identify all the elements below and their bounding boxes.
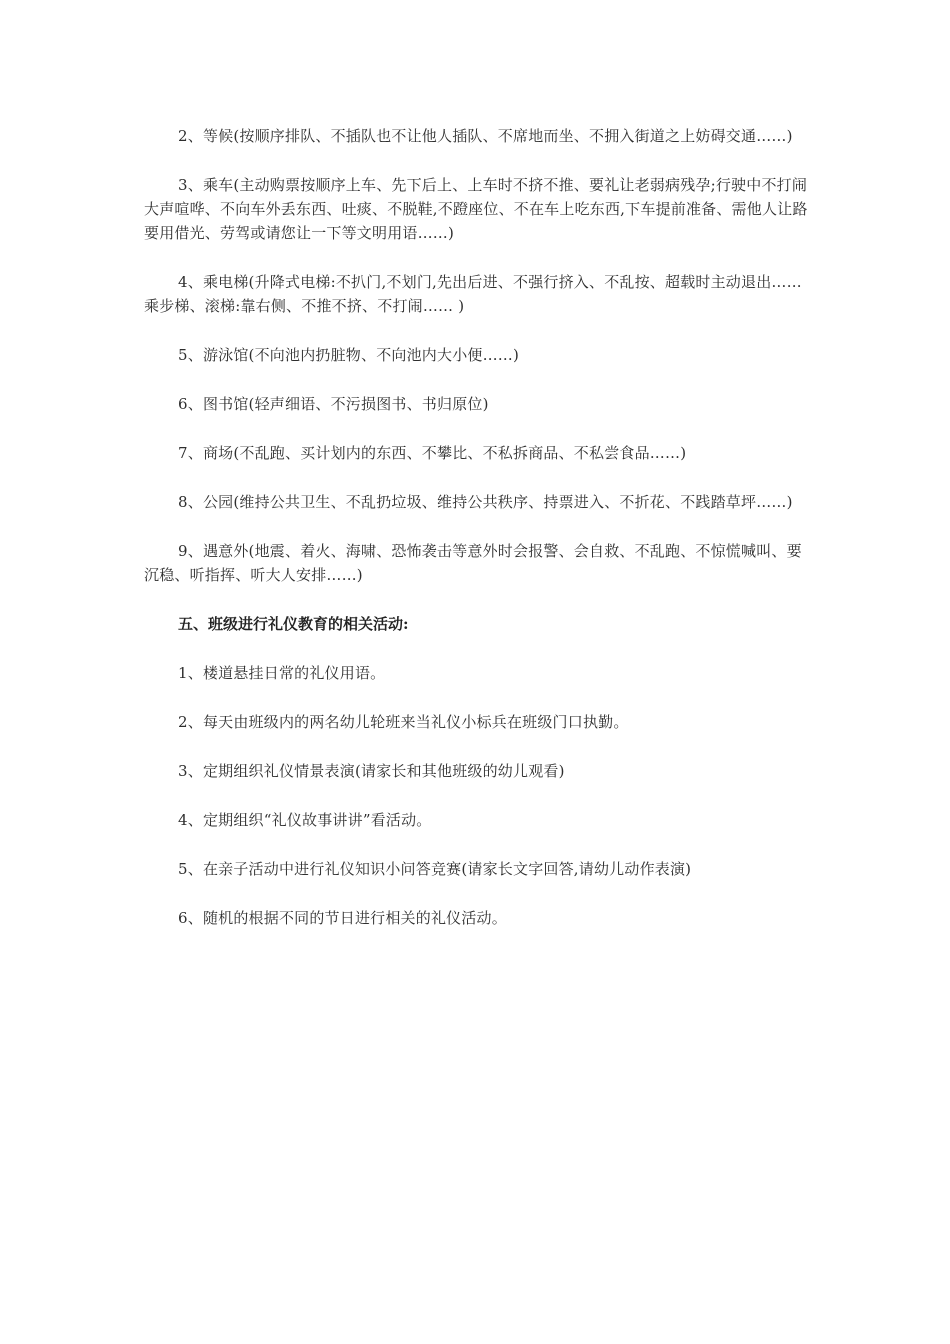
activity-item-5: 5、在亲子活动中进行礼仪知识小问答竞赛(请家长文字回答,请幼儿动作表演) [178, 860, 692, 878]
list-item-accident: 9、遇意外(地震、着火、海啸、恐怖袭击等意外时会报警、会自救、不乱跑、不惊慌喊叫、要沉稳、听指挥、听大人安排……) [144, 542, 802, 584]
section-four-list [144, 124, 814, 587]
section-five-list [144, 661, 814, 930]
list-item-mall: 7、商场(不乱跑、买计划内的东西、不攀比、不私拆商品、不私尝食品……) [178, 444, 687, 462]
document-page [144, 124, 814, 955]
list-item-swimming-pool: 5、游泳馆(不向池内扔脏物、不向池内大小便……) [178, 346, 520, 364]
list-item-riding-bus: 3、乘车(主动购票按顺序上车、先下后上、上车时不挤不推、要礼让老弱病残孕;行驶中不打闹大声喧哗、不向车外丢东西、吐痰、不脱鞋,不蹬座位、不在车上吃东西,下车提前准备、需他人让路要用借光、劳驾或请您让一下等文明用语……) [144, 176, 808, 242]
activity-item-3: 3、定期组织礼仪情景表演(请家长和其他班级的幼儿观看) [178, 762, 565, 780]
activity-item-1: 1、楼道悬挂日常的礼仪用语。 [178, 664, 386, 682]
section-five-heading: 五、班级进行礼仪教育的相关活动: [178, 615, 409, 633]
list-item-waiting: 2、等候(按顺序排队、不插队也不让他人插队、不席地而坐、不拥入街道之上妨碍交通……) [178, 127, 793, 145]
activity-item-6: 6、随机的根据不同的节日进行相关的礼仪活动。 [178, 909, 507, 927]
activity-item-2: 2、每天由班级内的两名幼儿轮班来当礼仪小标兵在班级门口执勤。 [178, 713, 629, 731]
list-item-park: 8、公园(维持公共卫生、不乱扔垃圾、维持公共秩序、持票进入、不折花、不践踏草坪……) [178, 493, 793, 511]
list-item-library: 6、图书馆(轻声细语、不污损图书、书归原位) [178, 395, 489, 413]
list-item-elevator: 4、乘电梯(升降式电梯:不扒门,不划门,先出后进、不强行挤入、不乱按、超载时主动退出……乘步梯、滚梯:靠右侧、不推不挤、不打闹…… ) [144, 273, 802, 315]
activity-item-4: 4、定期组织“礼仪故事讲讲”看活动。 [178, 811, 432, 829]
